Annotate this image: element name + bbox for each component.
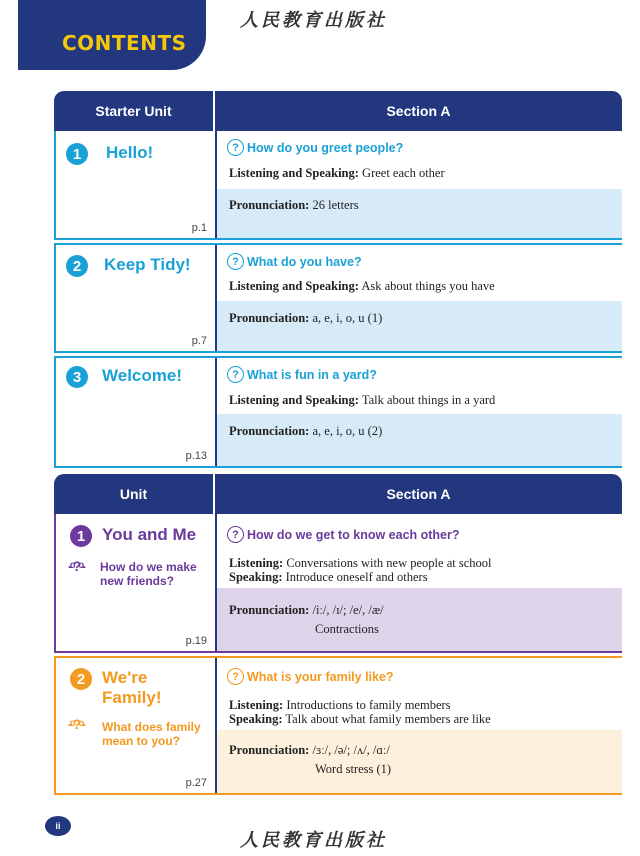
page-number-badge: ii bbox=[45, 816, 71, 836]
pronunciation-band bbox=[217, 588, 622, 651]
big-question: How do we make new friends? bbox=[100, 560, 197, 588]
speaking-line: Speaking: Introduce oneself and others bbox=[229, 570, 428, 584]
pronunciation-line: Pronunciation: a, e, i, o, u (1) bbox=[229, 311, 383, 325]
big-question: What does family mean to you? bbox=[102, 720, 201, 748]
listening-speaking-line: Listening and Speaking: Greet each other bbox=[229, 166, 445, 180]
lightbulb-question-icon: -ͦ?ͦ- bbox=[68, 716, 86, 732]
listening-speaking-line: Listening and Speaking: Ask about things you have bbox=[229, 279, 495, 293]
question-bubble-icon: ? bbox=[227, 139, 244, 156]
pronunciation-band bbox=[217, 414, 622, 466]
listening-line: Listening: Introductions to family members bbox=[229, 698, 451, 712]
key-question: ? What is your family like? bbox=[227, 668, 394, 685]
pronunciation-band bbox=[217, 730, 622, 793]
page-ref: p.27 bbox=[185, 777, 207, 789]
header-unit: Unit bbox=[54, 474, 215, 514]
unit-title: Keep Tidy! bbox=[104, 255, 191, 274]
unit-title: You and Me bbox=[102, 525, 197, 544]
unit-number-badge: 1 bbox=[70, 525, 92, 547]
unit-title: Hello! bbox=[106, 143, 154, 162]
speaking-line: Speaking: Talk about what family members are like bbox=[229, 712, 491, 726]
starter-table-header bbox=[54, 91, 622, 131]
publisher-logo-bottom: 人民教育出版社 bbox=[240, 830, 387, 851]
starter-unit-table bbox=[54, 91, 622, 468]
page-ref: p.19 bbox=[185, 635, 207, 647]
contents-title: CONTENTS bbox=[62, 31, 187, 55]
publisher-logo-top: 人民教育出版社 bbox=[240, 10, 387, 31]
question-bubble-icon: ? bbox=[227, 668, 244, 685]
pronunciation-band bbox=[217, 301, 622, 351]
header-section-a: Section A bbox=[386, 103, 451, 119]
key-question: ? What is fun in a yard? bbox=[227, 366, 377, 383]
listening-speaking-line: Listening and Speaking: Talk about things in a yard bbox=[229, 393, 496, 407]
question-bubble-icon: ? bbox=[227, 366, 244, 383]
lightbulb-question-icon: -ͦ?ͦ- bbox=[68, 558, 86, 574]
page-ref: p.1 bbox=[191, 222, 207, 234]
question-bubble-icon: ? bbox=[227, 253, 244, 270]
page-ref: p.13 bbox=[185, 450, 207, 462]
unit-number-badge: 2 bbox=[70, 668, 92, 690]
unit-row-2 bbox=[54, 656, 622, 795]
pronunciation-line-2: Word stress (1) bbox=[315, 762, 392, 776]
pronunciation-band bbox=[217, 189, 622, 238]
unit-number-badge: 3 bbox=[66, 366, 88, 388]
pronunciation-line-2: Contractions bbox=[315, 622, 379, 636]
key-question: ? How do we get to know each other? bbox=[227, 526, 460, 543]
unit-title: Welcome! bbox=[102, 366, 182, 385]
listening-line: Listening: Conversations with new people at school bbox=[229, 556, 492, 570]
key-question: ? What do you have? bbox=[227, 253, 362, 270]
unit-table bbox=[54, 474, 622, 795]
header-section-a: Section A bbox=[386, 486, 451, 502]
pronunciation-line: Pronunciation: a, e, i, o, u (2) bbox=[229, 424, 383, 438]
page-ref: p.7 bbox=[191, 335, 207, 347]
header-starter-unit: Starter Unit bbox=[54, 91, 215, 131]
unit-number-badge: 2 bbox=[66, 255, 88, 277]
pronunciation-line: Pronunciation: 26 letters bbox=[229, 198, 359, 212]
pronunciation-line: Pronunciation: /iː/, /ɪ/; /e/, /æ/ bbox=[229, 603, 384, 617]
starter-row-3 bbox=[54, 356, 622, 468]
pronunciation-line: Pronunciation: /ɜː/, /ə/; /ʌ/, /ɑː/ bbox=[229, 743, 390, 757]
starter-row-1 bbox=[54, 131, 622, 240]
unit-table-header bbox=[54, 474, 622, 514]
unit-title: We're Family! bbox=[102, 668, 162, 707]
starter-row-2 bbox=[54, 243, 622, 353]
key-question: ? How do you greet people? bbox=[227, 139, 403, 156]
unit-number-badge: 1 bbox=[66, 143, 88, 165]
contents-tab bbox=[18, 0, 206, 70]
unit-row-1 bbox=[54, 514, 622, 653]
question-bubble-icon: ? bbox=[227, 526, 244, 543]
